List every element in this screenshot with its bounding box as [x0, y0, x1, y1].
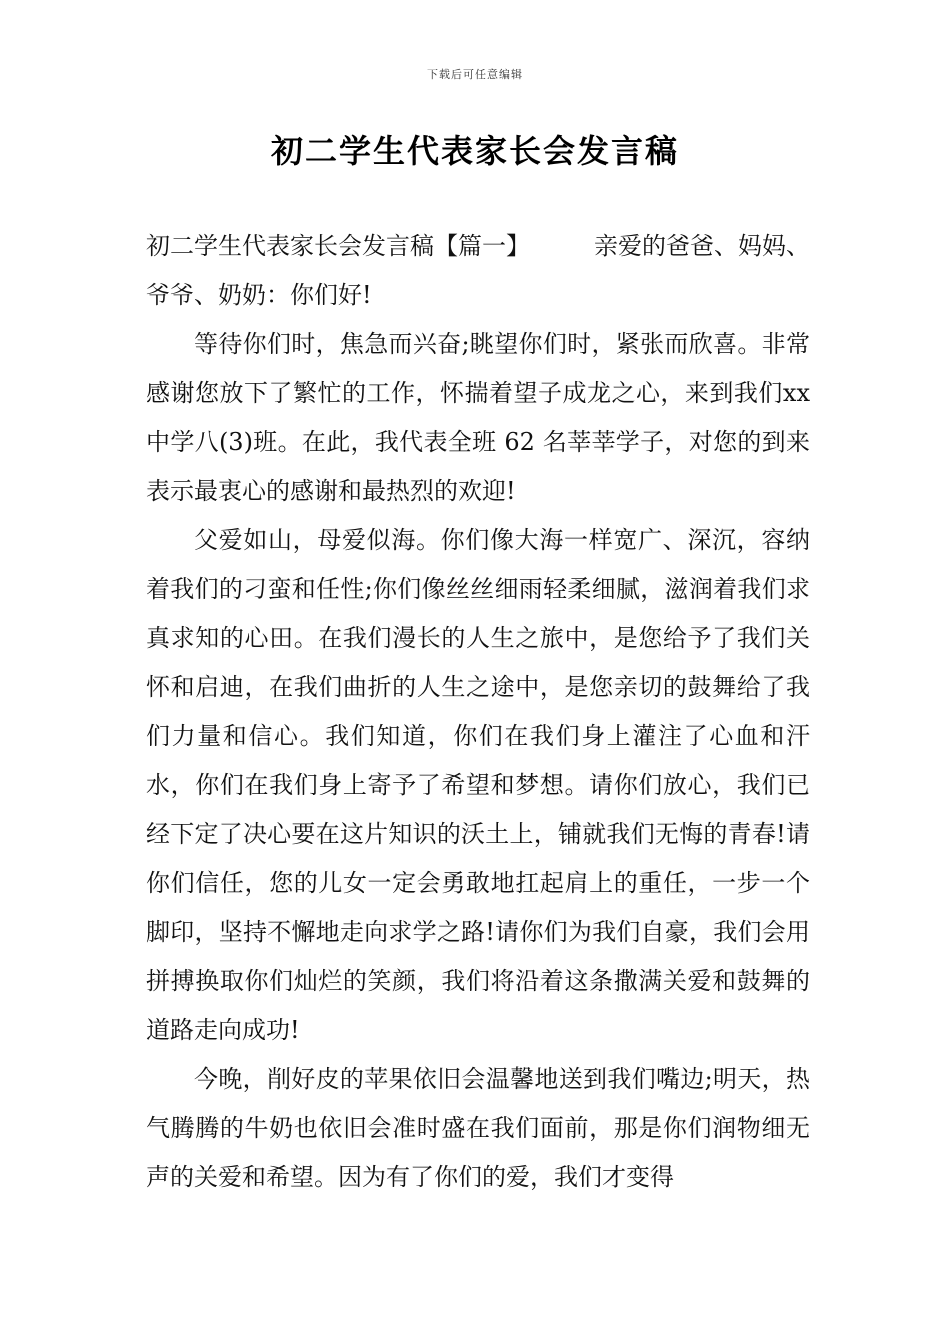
paragraph-1: 等待你们时，焦急而兴奋;眺望你们时，紧张而欣喜。非常感谢您放下了繁忙的工作，怀揣着望子成龙之心，来到我们xx中学八(3)班。在此，我代表全班 62 名莘莘学子，对您的到来表示最衷心的感谢和最热烈的欢迎! [146, 330, 810, 505]
paragraph-3: 今晚，削好皮的苹果依旧会温馨地送到我们嘴边;明天，热气腾腾的牛奶也依旧会准时盛在我们面前，那是你们润物细无声的关爱和希望。因为有了你们的爱，我们才变得 [146, 1065, 810, 1191]
header-note: 下载后可任意编辑 [427, 68, 523, 81]
opening-line [146, 222, 810, 320]
paragraph-2: 父爱如山，母爱似海。你们像大海一样宽广、深沉，容纳着我们的刁蛮和任性;你们像丝丝细雨轻柔细腻，滋润着我们求真求知的心田。在我们漫长的人生之旅中，是您给予了我们关怀和启迪，在我们曲折的人生之途中，是您亲切的鼓舞给了我们力量和信心。我们知道，你们在我们身上灌注了心血和汗水，你们在我们身上寄予了希望和梦想。请你们放心，我们已经下定了决心要在这片知识的沃土上，铺就我们无悔的青春!请你们信任，您的儿女一定会勇敢地扛起肩上的重任，一步一个脚印，坚持不懈地走向求学之路!请你们为我们自豪，我们会用拼搏换取你们灿烂的笑颜，我们将沿着这条撒满关爱和鼓舞的道路走向成功! [146, 526, 810, 1044]
opening-heading: 初二学生代表家长会发言稿【篇一】 [146, 232, 530, 260]
document-body [146, 222, 810, 1202]
document-title: 初二学生代表家长会发言稿 [270, 132, 679, 170]
salutation: 亲爱的爸爸、妈妈、爷爷、奶奶：你们好! [146, 232, 810, 309]
